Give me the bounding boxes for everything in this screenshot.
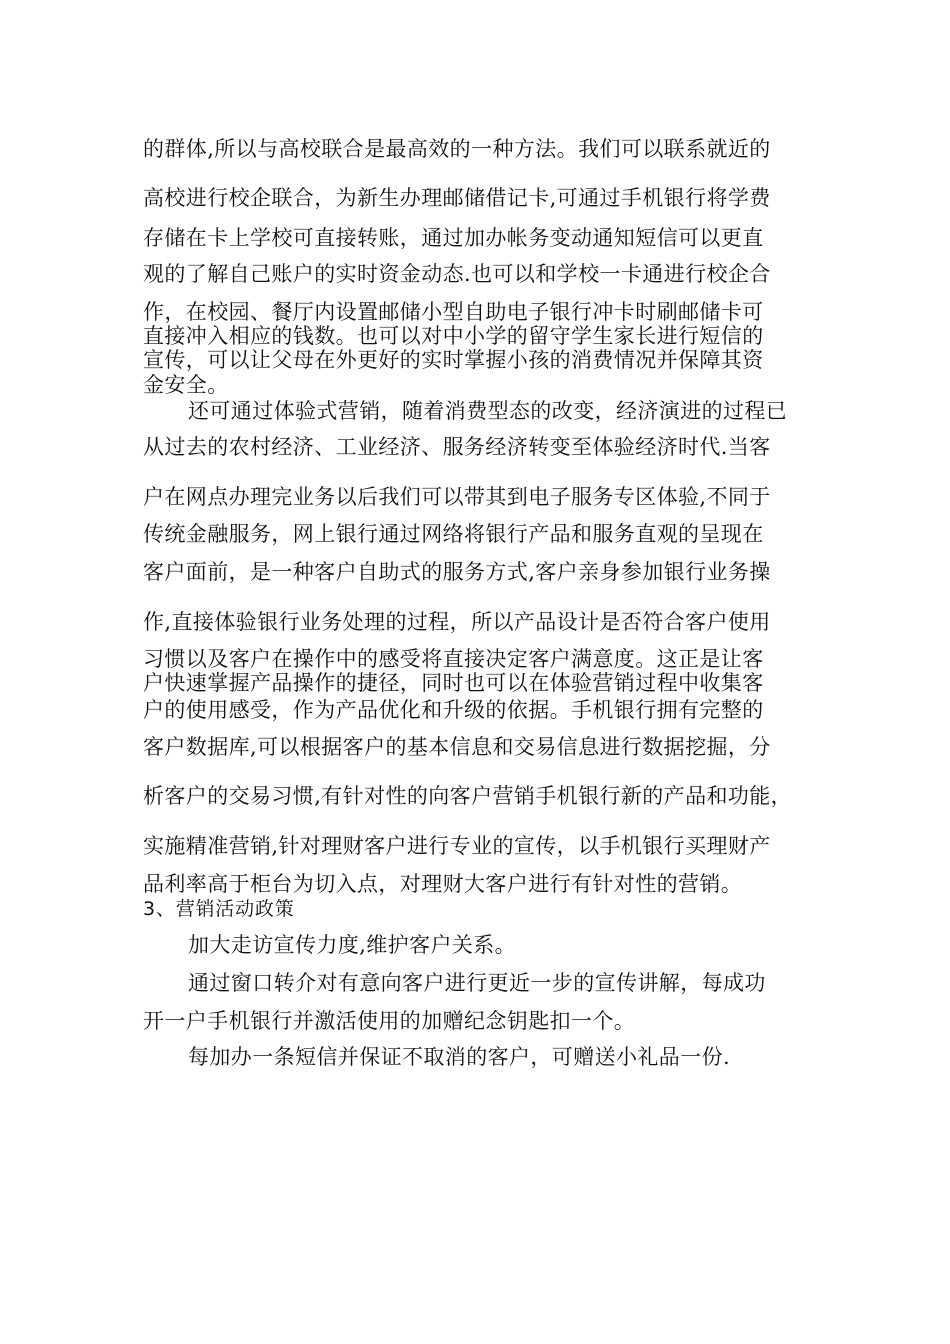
paragraph-line: 观的了解自己账户的实时资金动态.也可以和学校一卡通进行校企合 [143, 262, 771, 286]
paragraph-line: 直接冲入相应的钱数。也可以对中小学的留守学生家长进行短信的 [143, 324, 764, 348]
paragraph-line: 品利率高于柜台为切入点，对理财大客户进行有针对性的营销。 [143, 872, 743, 896]
paragraph-line: 每加办一条短信并保证不取消的客户，可赠送小礼品一份. [188, 1045, 731, 1069]
paragraph-line: 存储在卡上学校可直接转账，通过加办帐务变动通知短信可以更直 [143, 226, 764, 250]
paragraph-line: 作，在校园、餐厅内设置邮储小型自助电子银行冲卡时刷邮储卡可 [143, 300, 764, 324]
paragraph-line: 宣传，可以让父母在外更好的实时掌握小孩的消费情况并保障其资 [143, 348, 764, 372]
paragraph-line: 通过窗口转介对有意向客户进行更近一步的宣传讲解，每成功 [188, 971, 766, 995]
paragraph-line: 的群体,所以与高校联合是最高效的一种方法。我们可以联系就近的 [143, 137, 771, 161]
paragraph-line: 实施精准营销,针对理财客户进行专业的宣传，以手机银行买理财产 [143, 834, 771, 858]
paragraph-line: 传统金融服务，网上银行通过网络将银行产品和服务直观的呈现在 [143, 522, 764, 546]
paragraph-line: 户的使用感受，作为产品优化和升级的依据。手机银行拥有完整的 [143, 698, 764, 722]
paragraph-line: 户在网点办理完业务以后我们可以带其到电子服务专区体验,不同于 [143, 485, 771, 509]
paragraph-line: 还可通过体验式营销，随着消费型态的改变，经济演进的过程已 [188, 399, 788, 423]
section-heading: 3、营销活动政策 [143, 898, 295, 920]
paragraph-line: 习惯以及客户在操作中的感受将直接决定客户满意度。这正是让客 [143, 647, 764, 671]
paragraph-line: 客户数据库,可以根据客户的基本信息和交易信息进行数据挖掘，分 [143, 735, 771, 759]
paragraph-line: 开一户手机银行并激活使用的加赠纪念钥匙扣一个。 [143, 1009, 636, 1033]
paragraph-line: 作,直接体验银行业务处理的过程，所以产品设计是否符合客户使用 [143, 610, 771, 634]
paragraph-line: 从过去的农村经济、工业经济、服务经济转变至体验经济时代.当客 [143, 435, 771, 459]
paragraph-line: 客户面前，是一种客户自助式的服务方式,客户亲身参加银行业务操 [143, 560, 771, 584]
paragraph-line: 户快速掌握产品操作的捷径，同时也可以在体验营销过程中收集客 [143, 671, 764, 695]
paragraph-line: 加大走访宣传力度,维护客户关系。 [188, 933, 517, 957]
paragraph-line: 高校进行校企联合，为新生办理邮储借记卡,可通过手机银行将学费 [143, 186, 771, 210]
paragraph-line: 金安全。 [143, 373, 229, 397]
paragraph-line: 析客户的交易习惯,有针对性的向客户营销手机银行新的产品和功能， [143, 784, 793, 808]
